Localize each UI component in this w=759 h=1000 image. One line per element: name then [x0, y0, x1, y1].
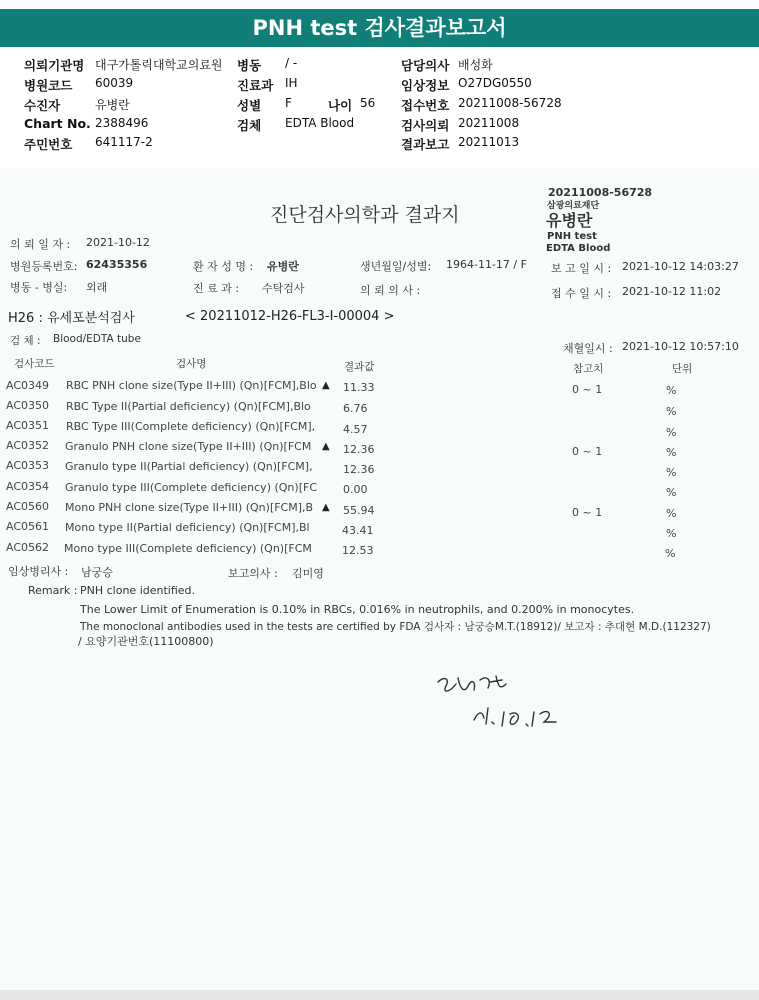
remark-line-3: The monoclonal antibodies used in the tests are certified by FDA 검사자 : 남궁승M.T.(18912)/ 보고자 : 추대현 M.D.(112327)	[80, 621, 711, 633]
chart-no-value: 2388496	[95, 116, 149, 130]
patient-label: 수진자	[24, 98, 61, 113]
ward-room-value: 외래	[86, 281, 108, 294]
age-label: 나이	[328, 98, 353, 113]
row-code: AC0561	[6, 520, 50, 533]
stamp-patient: 유병란	[546, 211, 593, 230]
report-value: 20211013	[458, 135, 520, 149]
row-ref: 0 ~ 1	[572, 506, 603, 519]
row-test-name: RBC PNH clone size(Type II+III) (Qn)[FCM],Blo	[66, 379, 317, 392]
row-unit: %	[666, 446, 677, 459]
row-code: AC0351	[6, 419, 50, 432]
collect-time-value: 2021-10-12 10:57:10	[622, 340, 739, 353]
dept-value: IH	[285, 76, 298, 90]
row-result: 12.36	[343, 463, 375, 476]
sheet-title: 진단검사의학과 결과지	[270, 204, 460, 226]
doctor-value: 배성화	[458, 58, 493, 72]
row-test-name: Mono type III(Complete deficiency) (Qn)[FCM	[64, 542, 312, 555]
dob-value: 1964-11-17 / F	[446, 258, 527, 271]
hospital-code-label: 병원코드	[24, 78, 73, 93]
col-result: 결과값	[344, 361, 375, 373]
clinical-info-label: 임상정보	[401, 78, 450, 93]
col-name: 검사명	[176, 358, 207, 370]
row-test-name: RBC Type III(Complete deficiency) (Qn)[FCM],	[66, 420, 316, 433]
row-unit: %	[666, 486, 677, 499]
row-result: 43.41	[342, 524, 374, 537]
remark-line-4: / 요양기관번호(11100800)	[78, 635, 214, 648]
handwritten-signature	[430, 668, 580, 738]
clinical-info-value: O27DG0550	[458, 76, 532, 90]
request-date-value: 2021-10-12	[86, 236, 150, 249]
ward-room-label: 병동 - 병실:	[10, 281, 68, 294]
specimen-sheet-value: Blood/EDTA tube	[53, 333, 141, 345]
row-unit: %	[666, 405, 677, 418]
row-unit: %	[665, 547, 676, 560]
row-result: 11.33	[343, 381, 375, 394]
reporter-label: 보고의사 :	[228, 567, 278, 580]
row-result: 12.36	[343, 443, 375, 456]
col-ref: 참고치	[573, 363, 604, 375]
row-result: 12.53	[342, 544, 374, 557]
reg-no-value: 62435356	[86, 258, 148, 271]
chart-no-label: Chart No.	[24, 116, 91, 131]
row-result: 55.94	[343, 504, 375, 517]
patient-name-label: 환 자 성 명 :	[193, 260, 254, 273]
row-unit: %	[666, 384, 677, 397]
accession-value: 20211008-56728	[458, 96, 562, 110]
pathologist-value: 남궁승	[81, 566, 113, 579]
req-doctor-label: 의 뢰 의 사 :	[360, 284, 421, 297]
specimen-value: EDTA Blood	[285, 116, 355, 130]
row-test-name: Granulo PNH clone size(Type II+III) (Qn)[FCM	[65, 440, 312, 453]
report-label: 결과보고	[401, 137, 450, 152]
row-test-name: Granulo type III(Complete deficiency) (Qn)[FC	[65, 481, 317, 494]
row-unit: %	[666, 426, 677, 439]
row-result: 6.76	[343, 402, 368, 415]
row-unit: %	[666, 507, 677, 520]
row-code: AC0353	[6, 459, 50, 472]
sex-label: 성별	[237, 98, 262, 113]
sex-value: F	[285, 96, 292, 110]
specimen-sheet-label: 검 체 :	[10, 335, 41, 347]
receipt-time-label: 접 수 일 시 :	[551, 287, 612, 300]
patient-name-value: 유병란	[267, 260, 299, 273]
row-ref: 0 ~ 1	[572, 383, 603, 396]
row-test-name: RBC Type II(Partial deficiency) (Qn)[FCM],Blo	[66, 400, 311, 413]
high-flag-icon: ▲	[322, 441, 330, 452]
scanned-result-sheet	[0, 168, 759, 990]
remark-label: Remark :	[28, 584, 78, 597]
hospital-label: 의뢰기관명	[24, 58, 85, 73]
title-bar	[0, 0, 759, 48]
row-test-name: Mono PNH clone size(Type II+III) (Qn)[FCM],B	[65, 501, 314, 514]
row-unit: %	[666, 527, 677, 540]
dept-label: 진료과	[237, 78, 274, 93]
request-value: 20211008	[458, 116, 520, 130]
dept-sheet-value: 수탁검사	[262, 282, 305, 295]
col-code: 검사코드	[14, 358, 55, 370]
stamp-org: 삼광의료재단	[547, 201, 600, 211]
dob-label: 생년월일/성별:	[360, 260, 432, 273]
report-time-label: 보 고 일 시 :	[551, 262, 612, 275]
row-code: AC0352	[6, 439, 50, 452]
stamp-accession: 20211008-56728	[548, 186, 653, 199]
remark-line-1: PNH clone identified.	[80, 584, 196, 597]
request-date-label: 의 뢰 일 자 :	[10, 238, 71, 251]
stamp-test: PNH test	[547, 231, 597, 242]
report-title: PNH test 검사결과보고서	[252, 16, 507, 40]
row-unit: %	[666, 466, 677, 479]
row-result: 4.57	[343, 423, 368, 436]
hospital-code-value: 60039	[95, 76, 134, 90]
collect-time-label: 채혈일시 :	[563, 342, 613, 355]
hospital-value: 대구가톨릭대학교의료원	[95, 58, 223, 72]
doctor-label: 담당의사	[401, 58, 450, 73]
row-test-name: Granulo type II(Partial deficiency) (Qn)[FCM],	[65, 460, 313, 473]
section-heading: H26 : 유세포분석검사	[8, 311, 135, 326]
age-value: 56	[360, 96, 376, 110]
specimen-label: 검체	[237, 118, 262, 133]
row-code: AC0560	[6, 500, 50, 513]
receipt-time-value: 2021-10-12 11:02	[622, 285, 722, 298]
row-code: AC0562	[6, 541, 50, 554]
high-flag-icon: ▲	[322, 502, 330, 513]
patient-value: 유병란	[95, 98, 130, 112]
ward-value: / -	[285, 56, 298, 70]
high-flag-icon: ▲	[322, 380, 330, 391]
title-band	[0, 9, 759, 47]
reg-no-label: 병원등록번호:	[10, 260, 78, 273]
row-test-name: Mono type II(Partial deficiency) (Qn)[FCM],Bl	[65, 521, 310, 534]
remark-line-2: The Lower Limit of Enumeration is 0.10% in RBCs, 0.016% in neutrophils, and 0.200% in monocytes.	[80, 603, 635, 616]
request-label: 검사의뢰	[401, 118, 450, 133]
ward-label: 병동	[237, 58, 262, 73]
col-unit: 단위	[672, 363, 693, 375]
stamp-specimen: EDTA Blood	[546, 243, 611, 254]
row-code: AC0354	[6, 480, 50, 493]
accession-label: 접수번호	[401, 98, 450, 113]
row-code: AC0349	[6, 379, 50, 392]
accession-code: < 20211012-H26-FL3-I-00004 >	[185, 309, 395, 324]
resident-no-value: 641117-2	[95, 135, 153, 149]
bottom-gap	[0, 990, 759, 1000]
report-time-value: 2021-10-12 14:03:27	[622, 260, 739, 273]
pathologist-label: 임상병리사 :	[8, 565, 69, 578]
dept-sheet-label: 진 료 과 :	[193, 282, 240, 295]
row-ref: 0 ~ 1	[572, 445, 603, 458]
row-code: AC0350	[6, 399, 50, 412]
reporter-value: 김미영	[292, 567, 324, 580]
resident-no-label: 주민번호	[24, 137, 73, 152]
row-result: 0.00	[343, 483, 368, 496]
